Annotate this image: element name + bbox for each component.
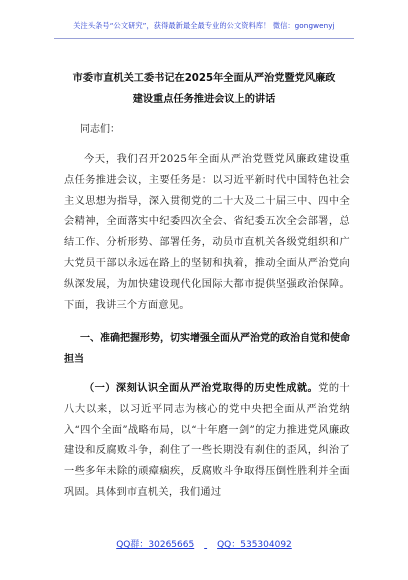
footer-contact (0, 537, 408, 550)
body-paragraph-2 (64, 379, 350, 504)
sub-heading-1: （一）深刻认识全面从严治党取得的历史性成就。 (84, 383, 319, 394)
footer-qq-group[interactable]: QQ群：30265665 (116, 540, 195, 550)
header-notice: 关注头条号“公文研究”，获得最新最全最专业的公文资料库！ 微信：gongwenyj (73, 21, 335, 30)
section-heading-1: 一、准确把握形势，切实增强全面从严治党的政治自觉和使命担当 (64, 333, 350, 365)
body-paragraph-2-text: 党的十八大以来，以习近平同志为核心的党中央把全面从严治党纳入“四个全面”战略布局，以“十年磨一剑”的定力推进党风廉政建设和反腐败斗争，刹住了一些长期没有刹住的歪风，纠治了一些多年未除的顽瘴痼疾，反腐败斗争取得压倒性胜利并全面巩固。具体到市直机关，我们通过 (64, 383, 350, 498)
title-line-1: 市委市直机关工委书记在2025年全面从严治党暨党风廉政 (72, 73, 336, 84)
title-line-2: 建设重点任务推进会议上的讲话 (132, 94, 276, 105)
body-paragraph-1: 今天，我们召开2025年全面从严治党暨党风廉政建设重点任务推进会议，主要任务是：以习近平新时代中国特色社会主义思想为指导，深入贯彻党的二十大及二十届三中、四中全会精神，全面落实中纪委四次全会、省纪委五次全会部署，总结工作、分析形势、部署任务，动员市直机关各级党组织和广大党员干部以永远在路上的坚韧和执着，推动全面从严治党向纵深发展，为加快建设现代化国际大都市提供坚强政治保障。下面，我讲三个方面意见。 (64, 154, 350, 311)
footer-qq-number[interactable]: QQ：535304092 (217, 540, 292, 550)
document-title (40, 68, 368, 110)
greeting: 同志们： (80, 124, 120, 135)
header-divider (54, 38, 354, 39)
